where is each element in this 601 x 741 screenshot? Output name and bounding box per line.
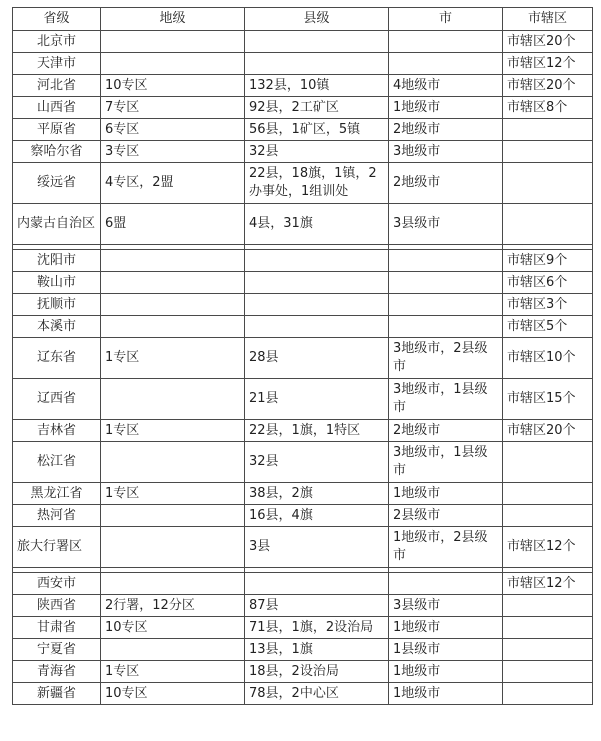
district-cell [503,483,593,505]
province-cell: 鞍山市 [13,272,101,294]
table-row [13,379,593,420]
city-cell: 3地级市，2县级市 [389,338,503,379]
county-cell: 32县 [245,442,389,483]
city-cell: 1地级市 [389,661,503,683]
prefecture-cell [101,505,245,527]
header-city: 市 [389,8,503,31]
district-cell: 市辖区5个 [503,316,593,338]
county-cell: 38县，2旗 [245,483,389,505]
city-cell: 1地级市 [389,483,503,505]
county-cell: 28县 [245,338,389,379]
prefecture-cell [101,250,245,272]
district-cell: 市辖区12个 [503,573,593,595]
table-row [13,97,593,119]
district-cell [503,617,593,639]
district-cell [503,683,593,705]
district-cell: 市辖区9个 [503,250,593,272]
district-cell [503,119,593,141]
header-prefecture: 地级 [101,8,245,31]
table-row [13,420,593,442]
city-cell [389,294,503,316]
district-cell: 市辖区20个 [503,31,593,53]
prefecture-cell: 3专区 [101,141,245,163]
header-district: 市辖区 [503,8,593,31]
prefecture-cell: 1专区 [101,420,245,442]
prefecture-cell [101,294,245,316]
city-cell: 1地级市 [389,683,503,705]
county-cell: 22县，1旗，1特区 [245,420,389,442]
province-cell: 绥远省 [13,163,101,204]
city-cell [389,573,503,595]
county-cell: 32县 [245,141,389,163]
city-cell: 1地级市 [389,617,503,639]
county-cell [245,53,389,75]
county-cell: 4县，31旗 [245,204,389,245]
city-cell: 2地级市 [389,163,503,204]
city-cell: 1地级市，2县级市 [389,527,503,568]
table-row [13,505,593,527]
prefecture-cell [101,573,245,595]
prefecture-cell: 6盟 [101,204,245,245]
district-cell: 市辖区6个 [503,272,593,294]
prefecture-cell [101,639,245,661]
city-cell: 2地级市 [389,420,503,442]
table-row [13,163,593,204]
district-cell [503,163,593,204]
prefecture-cell [101,272,245,294]
city-cell [389,272,503,294]
province-cell: 平原省 [13,119,101,141]
district-cell: 市辖区8个 [503,97,593,119]
prefecture-cell [101,31,245,53]
county-cell: 56县，1矿区，5镇 [245,119,389,141]
prefecture-cell: 10专区 [101,617,245,639]
district-cell: 市辖区20个 [503,75,593,97]
province-cell: 察哈尔省 [13,141,101,163]
county-cell [245,294,389,316]
county-cell: 21县 [245,379,389,420]
table-row [13,617,593,639]
county-cell: 71县，1旗，2设治局 [245,617,389,639]
city-cell: 3地级市，1县级市 [389,442,503,483]
admin-division-table-container [12,7,592,705]
prefecture-cell [101,53,245,75]
district-cell [503,639,593,661]
prefecture-cell: 2行署，12分区 [101,595,245,617]
city-cell: 1地级市 [389,97,503,119]
district-cell: 市辖区12个 [503,53,593,75]
prefecture-cell: 10专区 [101,683,245,705]
table-row [13,141,593,163]
province-cell: 天津市 [13,53,101,75]
county-cell [245,573,389,595]
county-cell [245,31,389,53]
prefecture-cell [101,379,245,420]
city-cell [389,250,503,272]
province-cell: 热河省 [13,505,101,527]
province-cell: 黑龙江省 [13,483,101,505]
prefecture-cell [101,316,245,338]
table-row [13,31,593,53]
county-cell: 132县，10镇 [245,75,389,97]
district-cell [503,661,593,683]
table-body [13,31,593,705]
table-row [13,527,593,568]
city-cell [389,31,503,53]
city-cell: 1县级市 [389,639,503,661]
district-cell: 市辖区12个 [503,527,593,568]
prefecture-cell: 1专区 [101,661,245,683]
county-cell [245,316,389,338]
prefecture-cell: 1专区 [101,338,245,379]
prefecture-cell: 7专区 [101,97,245,119]
province-cell: 辽东省 [13,338,101,379]
county-cell: 18县，2设治局 [245,661,389,683]
province-cell: 本溪市 [13,316,101,338]
province-cell: 陕西省 [13,595,101,617]
county-cell: 3县 [245,527,389,568]
prefecture-cell: 1专区 [101,483,245,505]
prefecture-cell: 10专区 [101,75,245,97]
province-cell: 辽西省 [13,379,101,420]
admin-division-table [12,7,593,705]
table-row [13,595,593,617]
county-cell [245,250,389,272]
city-cell: 2地级市 [389,119,503,141]
table-row [13,683,593,705]
city-cell: 3县级市 [389,204,503,245]
county-cell: 16县，4旗 [245,505,389,527]
county-cell: 13县，1旗 [245,639,389,661]
district-cell [503,595,593,617]
prefecture-cell: 6专区 [101,119,245,141]
city-cell [389,53,503,75]
prefecture-cell [101,442,245,483]
province-cell: 宁夏省 [13,639,101,661]
header-province: 省级 [13,8,101,31]
table-row [13,573,593,595]
table-row [13,250,593,272]
city-cell: 3地级市 [389,141,503,163]
table-row [13,338,593,379]
county-cell: 22县，18旗，1镇，2办事处，1组训处 [245,163,389,204]
table-row [13,661,593,683]
table-row [13,119,593,141]
province-cell: 沈阳市 [13,250,101,272]
city-cell [389,316,503,338]
province-cell: 内蒙古自治区 [13,204,101,245]
prefecture-cell: 4专区，2盟 [101,163,245,204]
district-cell: 市辖区15个 [503,379,593,420]
table-row [13,204,593,245]
county-cell: 87县 [245,595,389,617]
province-cell: 吉林省 [13,420,101,442]
table-row [13,639,593,661]
province-cell: 北京市 [13,31,101,53]
province-cell: 西安市 [13,573,101,595]
table-row [13,75,593,97]
province-cell: 河北省 [13,75,101,97]
header-county: 县级 [245,8,389,31]
district-cell [503,442,593,483]
province-cell: 山西省 [13,97,101,119]
province-cell: 甘肃省 [13,617,101,639]
city-cell: 3地级市，1县级市 [389,379,503,420]
province-cell: 青海省 [13,661,101,683]
city-cell: 3县级市 [389,595,503,617]
table-row [13,272,593,294]
district-cell [503,141,593,163]
district-cell: 市辖区20个 [503,420,593,442]
table-row [13,442,593,483]
province-cell: 旅大行署区 [13,527,101,568]
prefecture-cell [101,527,245,568]
district-cell: 市辖区10个 [503,338,593,379]
district-cell [503,204,593,245]
district-cell [503,505,593,527]
table-row [13,294,593,316]
table-row [13,53,593,75]
province-cell: 松江省 [13,442,101,483]
county-cell: 92县，2工矿区 [245,97,389,119]
county-cell [245,272,389,294]
district-cell: 市辖区3个 [503,294,593,316]
city-cell: 4地级市 [389,75,503,97]
table-row [13,483,593,505]
table-row [13,316,593,338]
header-row [13,8,593,31]
county-cell: 78县，2中心区 [245,683,389,705]
city-cell: 2县级市 [389,505,503,527]
province-cell: 抚顺市 [13,294,101,316]
province-cell: 新疆省 [13,683,101,705]
